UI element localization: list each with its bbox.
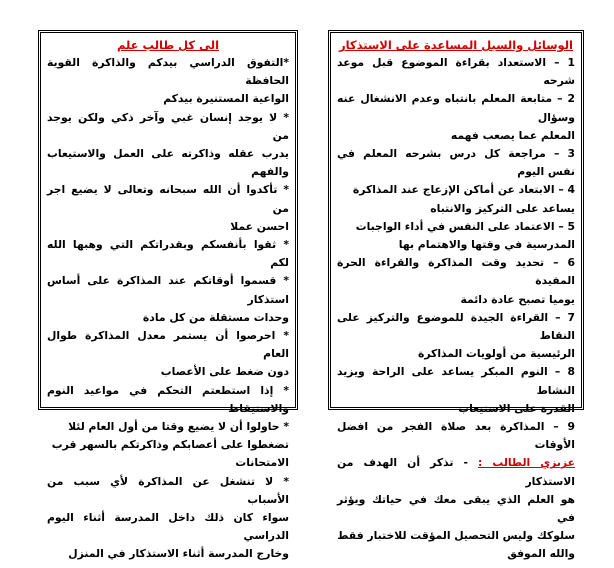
closing-label: عزيزي الطالب :: [478, 456, 576, 470]
tips-line: يدرب عقله وذاكرته على العمل والاستيعاب والفهم: [47, 147, 289, 179]
study-method-line: 6 – تحديد وقت المذاكرة والقراءة الحرة المفيدة: [337, 256, 575, 288]
tips-line: * لا تنشغل عن المذاكرة لأي سبب من الأسباب: [47, 474, 289, 506]
study-method-line: 1 – الاستعداد بقراءة الموضوع قبل موعد شرحه: [337, 56, 575, 88]
tips-line: الامتحانات: [235, 456, 289, 470]
study-method-line: 7 – القراءة الجيدة للموضوع والتركيز على النقاط: [337, 310, 575, 343]
study-methods-box: [328, 30, 584, 561]
closing-text: - تذكر أن الهدف من الاستذكار: [337, 456, 575, 488]
tips-line: وخارج المدرسة أثناء الاستذكار في المنزل: [68, 547, 289, 561]
tips-content: [41, 33, 295, 568]
closing-line: [337, 454, 575, 490]
closing-line: سلوكك وليس التحصيل المؤقت للاختبار فقط: [337, 529, 575, 543]
study-methods-content: [331, 33, 581, 568]
study-method-line: الرئيسية من أولويات المذاكرة: [417, 347, 575, 361]
study-method-line: 3 – مراجعة كل درس بشرحه المعلم في نفس اليوم: [337, 147, 575, 179]
tips-line: احسن عملا: [230, 219, 289, 233]
study-method-line: يوميا تصبح عادة دائمة: [460, 292, 575, 306]
tips-line: * احرصوا أن يستمر معدل المذاكرة طوال العام: [47, 329, 289, 361]
study-method-line: المعلم عما يصعب فهمه: [450, 128, 575, 142]
tips-title: الى كل طالب علم: [116, 38, 220, 52]
tips-line: دون ضغط على الأعصاب: [160, 365, 289, 379]
tips-line: *التفوق الدراسي بيدكم والذاكرة القوية الحافظة: [47, 56, 289, 88]
closing-line: هو العلم الذي يبقى معك في حياتك ويؤثر في: [337, 492, 575, 525]
tips-box: [38, 30, 298, 561]
study-method-line: 8 – النوم المبكر يساعد على الراحة ويزيد النشاط: [337, 365, 575, 397]
closing-line: والله الموفق: [507, 547, 575, 561]
study-method-line: 2 – متابعة المعلم بانتباه وعدم الانشغال عنه وسؤال: [337, 92, 575, 124]
tips-line: * لا يوجد إنسان غبي وآخر ذكي ولكن يوجد من: [47, 110, 289, 142]
tips-line: * ثقوا بأنفسكم وبقدراتكم التي وهبها الله لكم: [47, 238, 289, 270]
study-methods-title: الوسائل والسبل المساعدة على الاستذكار: [338, 38, 573, 52]
tips-line: * إذا استطعتم التحكم في مواعيد النوم والاستيقاظ: [47, 383, 289, 415]
tips-line: تضغطوا على أعصابكم وذاكرتكم بالسهر قرب: [51, 438, 289, 452]
study-method-line: المدرسية في وقتها والاهتمام بها: [398, 238, 575, 252]
study-method-line: القدرة على الاستيعاب: [458, 401, 575, 415]
tips-line: * قسموا أوقاتكم عند المذاكرة على أساس استذكار: [47, 274, 289, 306]
study-method-line: 4 – الابتعاد عن أماكن الإزعاج عند المذاكرة: [352, 183, 575, 197]
tips-line: سواء كان ذلك داخل المدرسة أثناء اليوم الدراسي: [47, 511, 289, 543]
tips-line: * حاولوا أن لا يضيع وقتا من أول العام لئلا: [68, 420, 289, 434]
study-method-line: 5 – الاعتماد على النفس في أداء الواجبات: [355, 219, 575, 233]
study-method-line: يساعد على التركيز والانتباه: [430, 201, 575, 215]
tips-line: الواعية المستنيرة بيدكم: [163, 92, 289, 106]
tips-line: وحدات مستقلة من كل مادة: [142, 310, 289, 324]
study-method-line: 9 – المذاكرة بعد صلاة الفجر من افضل الأوقات: [337, 420, 575, 452]
tips-line: * تأكدوا أن الله سبحانه وتعالى لا يضيع اجر من: [47, 183, 289, 215]
